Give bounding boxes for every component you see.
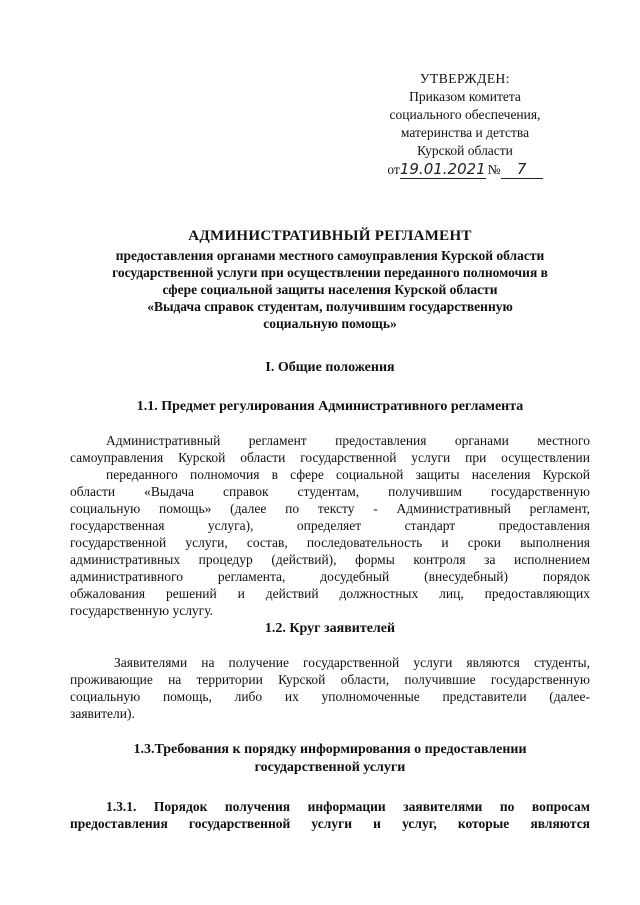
approval-line: социального обеспечения, bbox=[389, 107, 541, 122]
approval-line: Приказом комитета bbox=[409, 89, 521, 104]
text-line: государственная услуга), определяет стандарт предоставления bbox=[70, 518, 590, 533]
text-line: заявители). bbox=[70, 706, 135, 721]
paragraph-1-2 bbox=[70, 654, 590, 722]
text-line: обжалования решений и действий должностных лиц, предоставляющих bbox=[70, 586, 590, 601]
date-prefix: от bbox=[387, 162, 400, 177]
approval-block bbox=[360, 70, 570, 179]
text-line: Административный регламент предоставления органами местного bbox=[106, 433, 590, 448]
text-line: Заявителями на получение государственной услуги являются студенты, bbox=[114, 655, 590, 670]
text-line: административного регламента, досудебный (внесудебный) порядок bbox=[70, 569, 590, 584]
heading-line: государственной услуги bbox=[254, 760, 406, 775]
title-line: «Выдача справок студентам, получившим государственную bbox=[147, 299, 513, 314]
title-line: сфере социальной защиты населения Курской области bbox=[162, 282, 498, 297]
document-title-block bbox=[70, 228, 590, 332]
text-line: самоуправления Курской области государственной услуги при осуществлении bbox=[70, 450, 590, 465]
text-line: области «Выдача справок студентам, получившим государственную bbox=[70, 484, 590, 499]
document-title: АДМИНИСТРАТИВНЫЙ РЕГЛАМЕНТ bbox=[188, 228, 472, 244]
approval-date-line bbox=[387, 160, 542, 179]
text-line: государственной услуги, состав, последовательность и сроки выполнения bbox=[70, 535, 590, 550]
text-line: административных процедур (действий), формы контроля за исполнением bbox=[70, 552, 590, 567]
text-line: 1.3.1. Порядок получения информации заявителями по вопросам bbox=[106, 799, 590, 814]
approval-line: Курской области bbox=[417, 143, 513, 158]
paragraph-1-1 bbox=[70, 432, 590, 619]
text-line: государственную услугу. bbox=[70, 603, 213, 618]
paragraph-1-3-1 bbox=[70, 798, 590, 832]
title-line: социальную помощь» bbox=[263, 316, 397, 331]
text-line: социальную помощь, либо их уполномоченные представители (далее- bbox=[70, 689, 590, 704]
text-line: переданного полномочия в сфере социальной защиты населения Курской bbox=[106, 467, 590, 482]
section-heading: I. Общие положения bbox=[265, 360, 395, 375]
text-line: проживающие на территории Курской области, получившие государственную bbox=[70, 672, 590, 687]
approval-date: 19.01.2021 bbox=[399, 160, 486, 178]
title-line: предоставления органами местного самоуправления Курской области bbox=[115, 248, 545, 263]
heading-line: 1.3.Требования к порядку информирования о предоставлении bbox=[133, 742, 527, 757]
title-line: государственной услуги при осуществлении переданного полномочия в bbox=[112, 265, 548, 280]
number-prefix: № bbox=[487, 162, 501, 177]
subsection-heading: 1.1. Предмет регулирования Административного регламента bbox=[136, 399, 524, 414]
text-line: социальную помощь» (далее по тексту - Административный регламент, bbox=[70, 501, 590, 516]
text-line: предоставления государственной услуги и услуг, которые являются bbox=[70, 816, 590, 831]
subsection-heading bbox=[70, 741, 590, 777]
approval-number: 7 bbox=[501, 160, 543, 179]
approval-heading: УТВЕРЖДЕН: bbox=[419, 71, 511, 86]
subsection-heading: 1.2. Круг заявителей bbox=[264, 621, 396, 636]
approval-line: материнства и детства bbox=[400, 125, 530, 140]
